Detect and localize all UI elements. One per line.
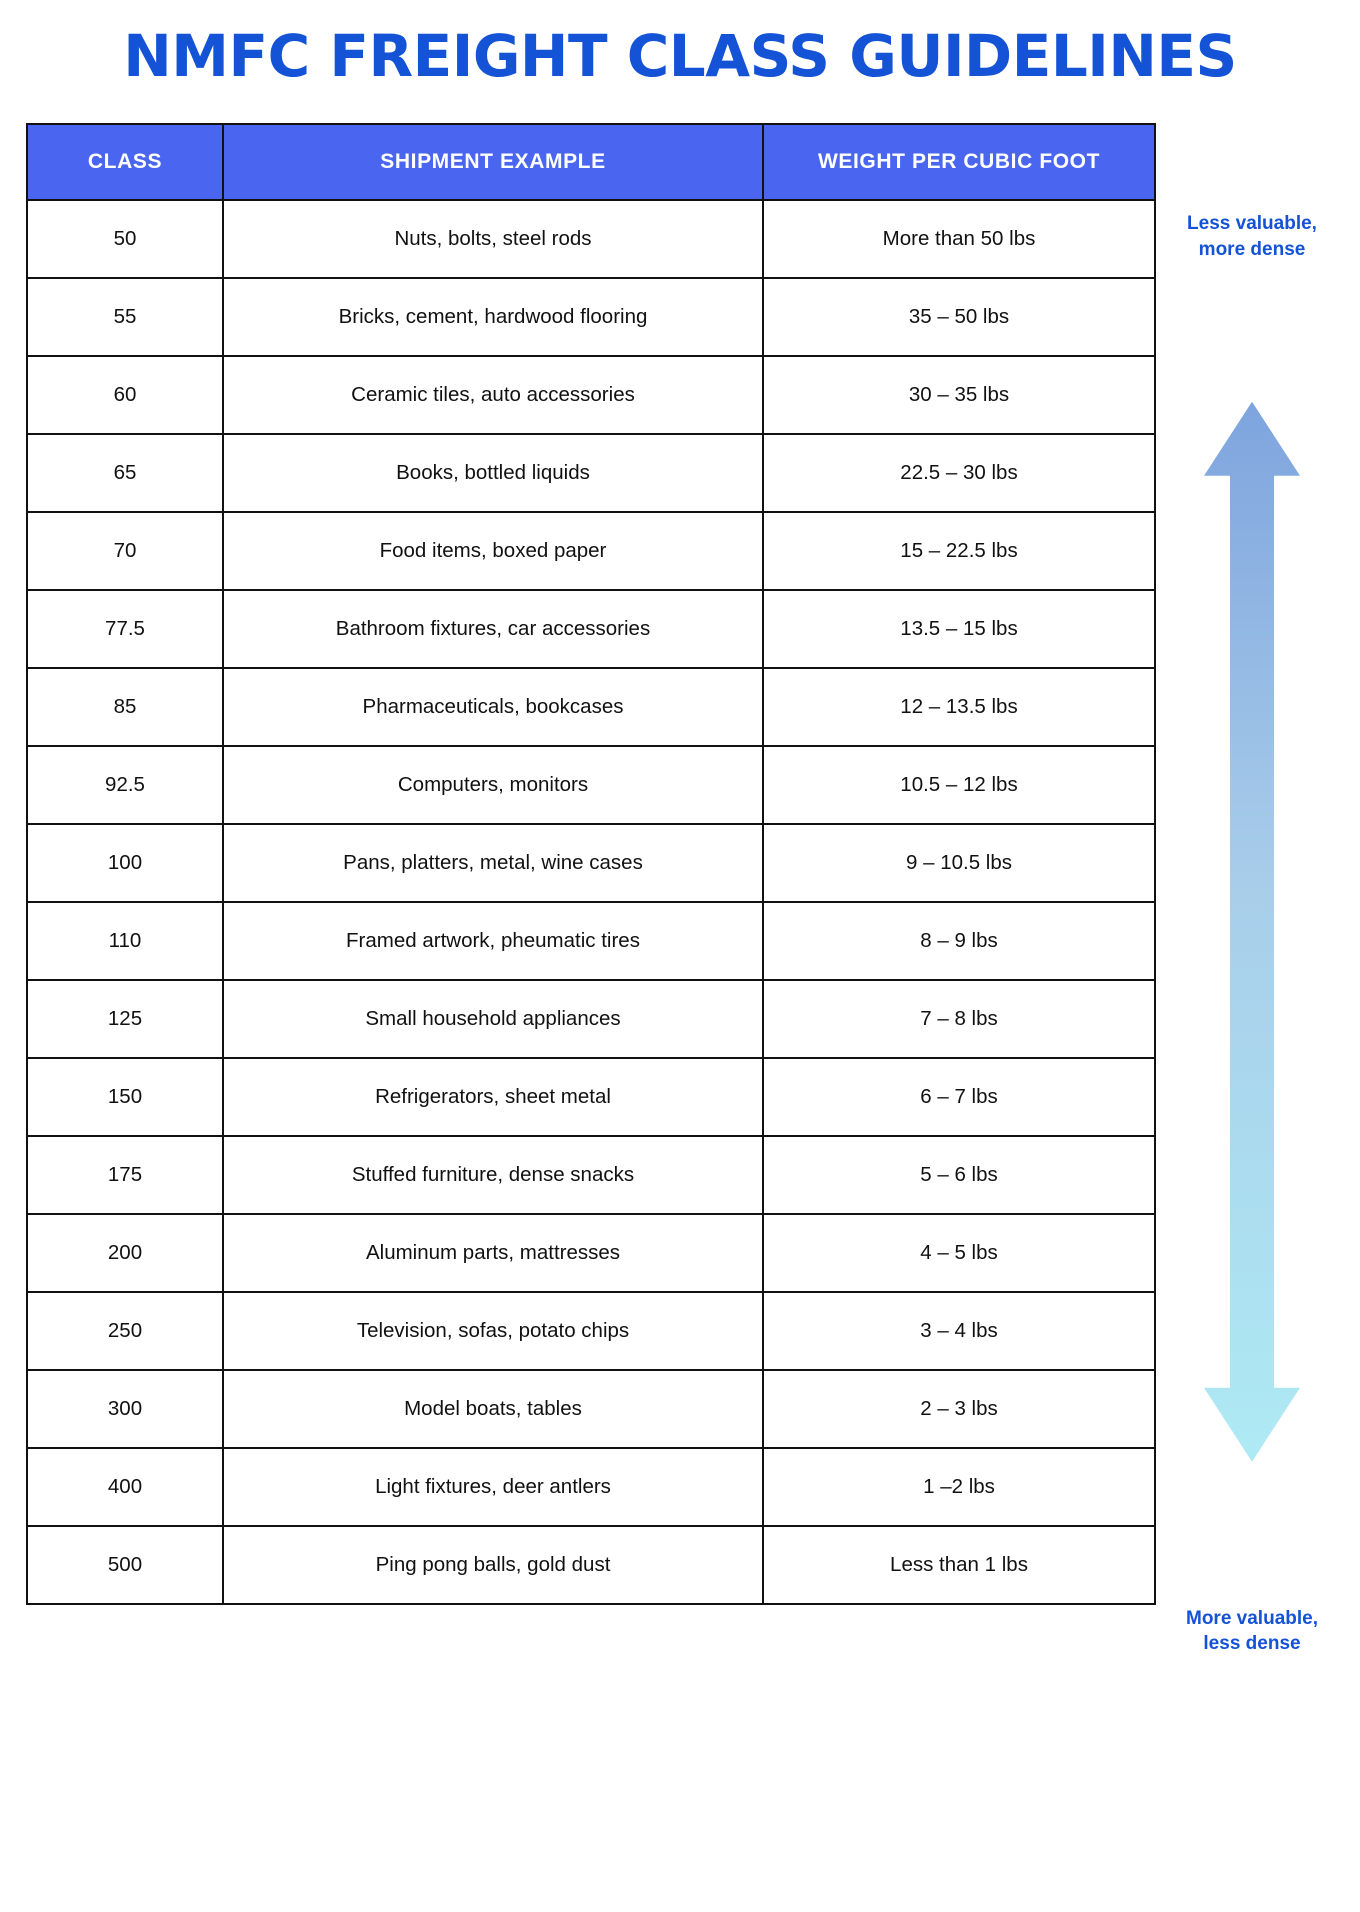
cell-example: Bathroom fixtures, car accessories: [223, 590, 763, 668]
column-header-weight-per-cubic-foot: WEIGHT PER CUBIC FOOT: [763, 124, 1155, 200]
table-row: [27, 1058, 1155, 1136]
cell-example: Stuffed furniture, dense snacks: [223, 1136, 763, 1214]
cell-class: 70: [27, 512, 223, 590]
cell-weight: 22.5 – 30 lbs: [763, 434, 1155, 512]
cell-example: Ping pong balls, gold dust: [223, 1526, 763, 1604]
table-row: [27, 1292, 1155, 1370]
table-row: [27, 1448, 1155, 1526]
table-row: [27, 434, 1155, 512]
cell-example: Small household appliances: [223, 980, 763, 1058]
table-row: [27, 824, 1155, 902]
cell-class: 92.5: [27, 746, 223, 824]
cell-example: Bricks, cement, hardwood flooring: [223, 278, 763, 356]
cell-example: Model boats, tables: [223, 1370, 763, 1448]
cell-class: 300: [27, 1370, 223, 1448]
cell-weight: 9 – 10.5 lbs: [763, 824, 1155, 902]
table-row: [27, 356, 1155, 434]
cell-class: 150: [27, 1058, 223, 1136]
cell-example: Food items, boxed paper: [223, 512, 763, 590]
density-scale: [1166, 123, 1338, 1657]
cell-example: Light fixtures, deer antlers: [223, 1448, 763, 1526]
cell-weight: 13.5 – 15 lbs: [763, 590, 1155, 668]
cell-class: 55: [27, 278, 223, 356]
cell-weight: 12 – 13.5 lbs: [763, 668, 1155, 746]
cell-weight: 10.5 – 12 lbs: [763, 746, 1155, 824]
scale-top-label: Less valuable, more dense: [1187, 212, 1317, 260]
cell-weight: 7 – 8 lbs: [763, 980, 1155, 1058]
table-header-row: [27, 124, 1155, 200]
cell-weight: 15 – 22.5 lbs: [763, 512, 1155, 590]
cell-weight: Less than 1 lbs: [763, 1526, 1155, 1604]
cell-class: 175: [27, 1136, 223, 1214]
table-header: [27, 124, 1155, 200]
cell-example: Books, bottled liquids: [223, 434, 763, 512]
table-row: [27, 1370, 1155, 1448]
cell-weight: More than 50 lbs: [763, 200, 1155, 278]
cell-example: Pharmaceuticals, bookcases: [223, 668, 763, 746]
cell-class: 85: [27, 668, 223, 746]
cell-class: 250: [27, 1292, 223, 1370]
cell-class: 200: [27, 1214, 223, 1292]
table-row: [27, 200, 1155, 278]
double-arrow-vertical-icon: [1192, 276, 1312, 1587]
cell-example: Nuts, bolts, steel rods: [223, 200, 763, 278]
column-header-class: CLASS: [27, 124, 223, 200]
cell-class: 50: [27, 200, 223, 278]
cell-class: 77.5: [27, 590, 223, 668]
cell-weight: 1 –2 lbs: [763, 1448, 1155, 1526]
table-body: [27, 200, 1155, 1604]
freight-class-table: [26, 123, 1156, 1605]
cell-weight: 30 – 35 lbs: [763, 356, 1155, 434]
cell-class: 60: [27, 356, 223, 434]
cell-weight: 2 – 3 lbs: [763, 1370, 1155, 1448]
cell-class: 500: [27, 1526, 223, 1604]
content-area: [0, 123, 1360, 1657]
table-row: [27, 278, 1155, 356]
cell-weight: 6 – 7 lbs: [763, 1058, 1155, 1136]
table-row: [27, 668, 1155, 746]
cell-class: 125: [27, 980, 223, 1058]
table-row: [27, 746, 1155, 824]
cell-example: Television, sofas, potato chips: [223, 1292, 763, 1370]
cell-example: Framed artwork, pheumatic tires: [223, 902, 763, 980]
table-row: [27, 590, 1155, 668]
column-header-shipment-example: SHIPMENT EXAMPLE: [223, 124, 763, 200]
cell-example: Refrigerators, sheet metal: [223, 1058, 763, 1136]
cell-weight: 4 – 5 lbs: [763, 1214, 1155, 1292]
table-row: [27, 1526, 1155, 1604]
cell-class: 100: [27, 824, 223, 902]
cell-example: Pans, platters, metal, wine cases: [223, 824, 763, 902]
cell-weight: 3 – 4 lbs: [763, 1292, 1155, 1370]
poster-page: [0, 22, 1360, 1912]
table-row: [27, 1136, 1155, 1214]
cell-weight: 8 – 9 lbs: [763, 902, 1155, 980]
page-title: NMFC FREIGHT CLASS GUIDELINES: [123, 22, 1237, 90]
cell-example: Aluminum parts, mattresses: [223, 1214, 763, 1292]
table-row: [27, 980, 1155, 1058]
cell-weight: 35 – 50 lbs: [763, 278, 1155, 356]
cell-class: 65: [27, 434, 223, 512]
table-row: [27, 1214, 1155, 1292]
cell-class: 400: [27, 1448, 223, 1526]
cell-weight: 5 – 6 lbs: [763, 1136, 1155, 1214]
scale-bottom-label: More valuable, less dense: [1186, 1607, 1318, 1655]
table-row: [27, 512, 1155, 590]
table-row: [27, 902, 1155, 980]
cell-example: Ceramic tiles, auto accessories: [223, 356, 763, 434]
cell-example: Computers, monitors: [223, 746, 763, 824]
cell-class: 110: [27, 902, 223, 980]
